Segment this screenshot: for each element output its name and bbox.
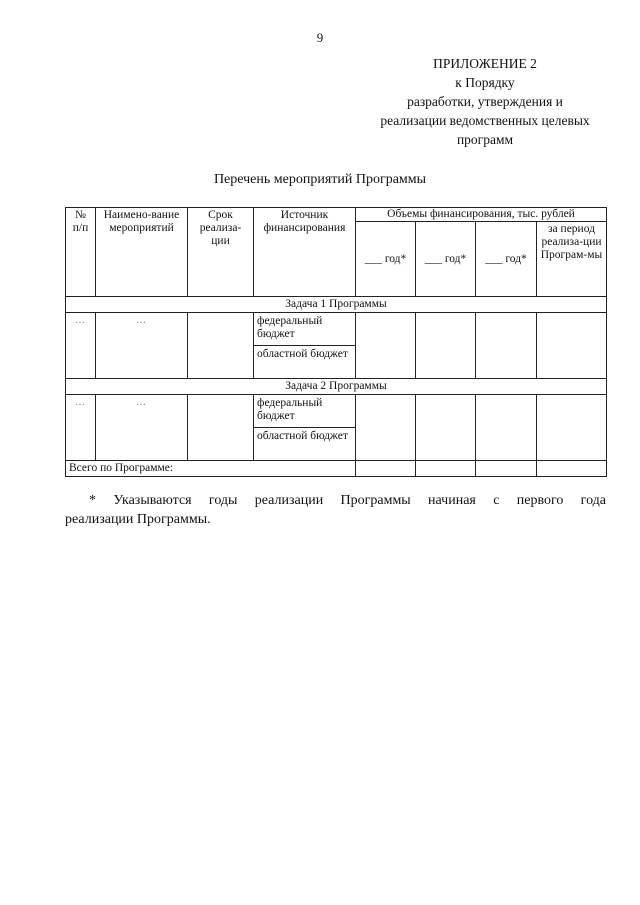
header-row <box>66 208 607 222</box>
total-label: Всего по Программе: <box>66 461 356 477</box>
appendix-line: разработки, утверждения и <box>407 94 563 109</box>
cell-source-regional: областной бюджет <box>254 428 356 461</box>
col-header-year: ___ год* <box>476 222 537 297</box>
footnote <box>65 491 606 529</box>
appendix-line: к Порядку <box>455 75 515 90</box>
appendix-line: реализации ведомственных целевых <box>380 113 590 128</box>
task-row <box>66 297 607 313</box>
table-row <box>66 395 607 428</box>
cell-source-regional: областной бюджет <box>254 346 356 379</box>
task-label: Задача 1 Программы <box>66 297 607 313</box>
cell-empty <box>537 313 607 379</box>
table-row <box>66 313 607 346</box>
col-header-num: № п/п <box>66 208 96 297</box>
col-header-period: за период реализа-ции Програм-мы <box>537 222 607 297</box>
cell-empty <box>356 313 416 379</box>
appendix-line: программ <box>456 132 514 147</box>
cell-empty <box>416 461 476 477</box>
cell-empty <box>188 313 254 379</box>
task-label: Задача 2 Программы <box>66 379 607 395</box>
cell-empty <box>188 395 254 461</box>
col-header-source: Источник финансирования <box>254 208 356 297</box>
col-header-year: ___ год* <box>416 222 476 297</box>
footnote-line: реализации Программы. <box>65 512 211 527</box>
cell-ellipsis: … <box>66 395 96 461</box>
appendix-line: ПРИЛОЖЕНИЕ 2 <box>433 56 537 71</box>
cell-empty <box>356 461 416 477</box>
cell-empty <box>476 313 537 379</box>
cell-ellipsis: … <box>66 313 96 379</box>
col-header-term: Срок реализа-ции <box>188 208 254 297</box>
cell-empty <box>476 395 537 461</box>
task-row <box>66 379 607 395</box>
cell-ellipsis: … <box>96 395 188 461</box>
cell-empty <box>476 461 537 477</box>
measures-table <box>65 207 607 477</box>
cell-empty <box>537 395 607 461</box>
page-number: 9 <box>316 30 324 45</box>
total-row <box>66 461 607 477</box>
appendix-header <box>360 54 610 149</box>
col-header-name: Наимено-вание мероприятий <box>96 208 188 297</box>
cell-ellipsis: … <box>96 313 188 379</box>
cell-empty <box>356 395 416 461</box>
col-header-funding: Объемы финансирования, тыс. рублей <box>356 208 607 222</box>
cell-empty <box>416 313 476 379</box>
document-title: Перечень мероприятий Программы <box>213 172 427 187</box>
cell-empty <box>537 461 607 477</box>
footnote-line: * Указываются годы реализации Программы начиная с первого года <box>89 493 606 508</box>
cell-source-federal: федеральный бюджет <box>254 313 356 346</box>
cell-empty <box>416 395 476 461</box>
col-header-year: ___ год* <box>356 222 416 297</box>
cell-source-federal: федеральный бюджет <box>254 395 356 428</box>
